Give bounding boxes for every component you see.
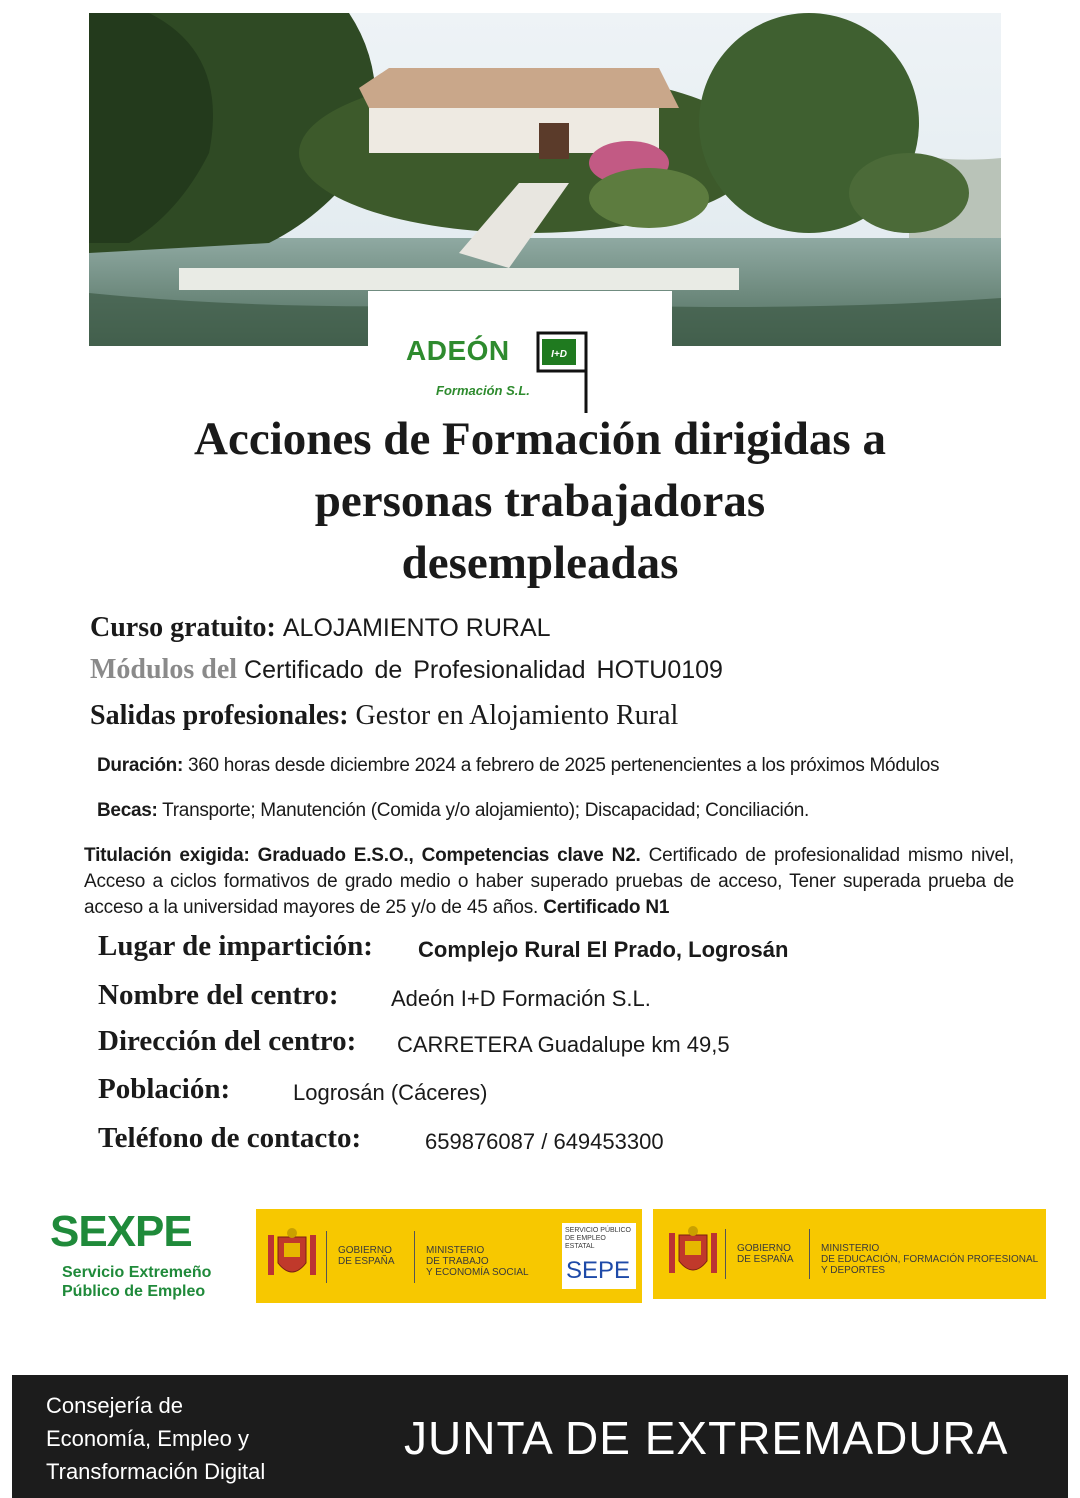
modules-value: Certificado de Profesionalidad HOTU0109 — [244, 656, 723, 684]
place-value: Complejo Rural El Prado, Logrosán — [418, 937, 789, 962]
logo-badge: I+D — [551, 349, 567, 360]
phone-value: 659876087 / 649453300 — [425, 1129, 664, 1154]
spain-coat-of-arms-icon — [264, 1225, 320, 1285]
logo-name: ADEÓN — [406, 335, 510, 366]
sepe-small-label: SERVICIO PÚBLICO DE EMPLEO ESTATAL — [565, 1227, 632, 1250]
gobierno-label-2: GOBIERNO DE ESPAÑA — [737, 1243, 794, 1265]
ministry-education-banner — [653, 1209, 1046, 1299]
town-value: Logrosán (Cáceres) — [293, 1080, 488, 1105]
course-row — [90, 612, 551, 644]
requirements-bold-2: Certificado N1 — [543, 897, 670, 918]
place-row — [98, 930, 789, 963]
logo-subtitle: Formación S.L. — [436, 383, 530, 398]
grants-row — [97, 800, 809, 822]
grants-label: Becas: — [97, 800, 158, 821]
title-line-2: personas trabajadoras — [314, 475, 766, 527]
title-line-1: Acciones de Formación dirigidas a — [194, 413, 886, 465]
center-value: Adeón I+D Formación S.L. — [391, 986, 651, 1011]
footer-banner — [12, 1375, 1068, 1498]
phone-label: Teléfono de contacto: — [98, 1122, 362, 1154]
sepe-name: SEPE — [566, 1257, 631, 1284]
duration-value: 360 horas desde diciembre 2024 a febrero de 2025 pertenencientes a los próximos Módulos — [187, 755, 940, 776]
place-label: Lugar de impartición: — [98, 930, 373, 962]
sexpe-sub-line-2: Público de Empleo — [62, 1283, 206, 1300]
phone-row — [98, 1122, 664, 1155]
outlets-value: Gestor en Alojamiento Rural — [355, 700, 679, 731]
outlets-row — [90, 700, 678, 732]
town-label: Población: — [98, 1073, 231, 1105]
requirements-paragraph — [84, 843, 1014, 921]
sexpe-logo — [50, 1207, 230, 1307]
gobierno-label-1: GOBIERNO DE ESPAÑA — [338, 1245, 395, 1267]
spain-coat-of-arms-icon — [665, 1223, 721, 1283]
center-row — [98, 979, 651, 1012]
duration-label: Duración: — [97, 755, 183, 776]
address-row — [98, 1025, 730, 1058]
consejeria-label: Consejería de Economía, Empleo y Transformación Digital — [46, 1393, 266, 1484]
sepe-logo — [556, 1209, 642, 1303]
duration-row — [97, 755, 939, 777]
requirements-text: Certificado de profesionalidad mismo nivel, Acceso a ciclos formativos de grado medio o haber superado pruebas de acceso, Tener superada prueba de acceso a la universidad mayores de 25 y/o de 45 años. — [84, 845, 1014, 918]
adeon-logo — [368, 291, 672, 403]
address-label: Dirección del centro: — [98, 1025, 357, 1057]
outlets-label: Salidas profesionales: — [90, 700, 349, 731]
address-value: CARRETERA Guadalupe km 49,5 — [397, 1032, 730, 1057]
modules-row — [90, 654, 723, 686]
grants-value: Transporte; Manutención (Comida y/o alojamiento); Discapacidad; Conciliación. — [162, 800, 809, 821]
logo-mark-icon — [536, 329, 596, 419]
ministry-labor-label: MINISTERIO DE TRABAJO Y ECONOMÍA SOCIAL — [426, 1245, 529, 1278]
page-title — [40, 408, 1040, 594]
sexpe-name: SEXPE — [50, 1207, 192, 1256]
course-value: ALOJAMIENTO RURAL — [282, 614, 551, 642]
course-label: Curso gratuito: — [90, 612, 276, 643]
requirements-label: Titulación exigida: — [84, 845, 250, 866]
ministry-labor-banner — [256, 1209, 556, 1303]
sexpe-subtitle — [62, 1263, 211, 1301]
ministry-education-label: MINISTERIO DE EDUCACIÓN, FORMACIÓN PROFESIONAL Y DEPORTES — [821, 1243, 1039, 1276]
modules-label: Módulos del — [90, 654, 238, 685]
junta-extremadura-label: JUNTA DE EXTREMADURA — [404, 1412, 1009, 1464]
town-row — [98, 1073, 488, 1106]
sexpe-sub-line-1: Servicio Extremeño — [62, 1264, 212, 1281]
title-line-3: desempleadas — [401, 537, 679, 589]
requirements-bold-1: Graduado E.S.O., Competencias clave N2. — [257, 845, 641, 866]
center-label: Nombre del centro: — [98, 979, 339, 1011]
